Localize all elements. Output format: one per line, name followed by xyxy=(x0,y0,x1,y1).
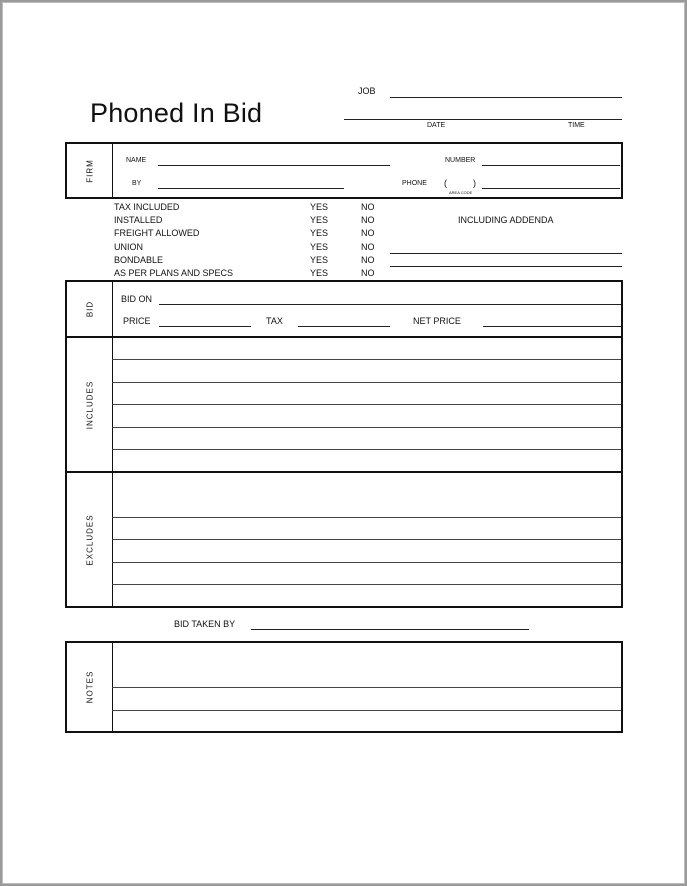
checklist-item: BONDABLE xyxy=(114,255,164,265)
job-label: JOB xyxy=(358,86,376,96)
phone-field[interactable] xyxy=(482,188,620,189)
yes-option[interactable]: YES xyxy=(310,268,329,278)
addenda-field-2[interactable] xyxy=(390,266,622,267)
date-time-field[interactable] xyxy=(344,119,622,120)
no-option[interactable]: NO xyxy=(361,242,375,252)
includes-line[interactable] xyxy=(112,427,621,428)
number-field[interactable] xyxy=(482,165,620,166)
includes-section xyxy=(65,336,623,473)
area-code-label: AREA CODE xyxy=(449,190,473,195)
excludes-line[interactable] xyxy=(112,539,621,540)
excludes-label-cell xyxy=(67,473,113,606)
bid-label-cell xyxy=(67,282,113,336)
date-label: DATE xyxy=(427,122,446,129)
checklist-item: UNION xyxy=(114,242,143,252)
excludes-section xyxy=(65,471,623,608)
bid-label: BID xyxy=(85,300,94,318)
price-field[interactable] xyxy=(159,326,251,327)
price-label: PRICE xyxy=(123,316,151,326)
bid-on-label: BID ON xyxy=(121,294,153,304)
no-option[interactable]: NO xyxy=(361,268,375,278)
no-option[interactable]: NO xyxy=(361,228,375,238)
excludes-label: EXCLUDES xyxy=(85,513,94,566)
includes-line[interactable] xyxy=(112,382,621,383)
excludes-line[interactable] xyxy=(112,517,621,518)
checklist-item: AS PER PLANS AND SPECS xyxy=(114,268,234,278)
bid-taken-by-field[interactable] xyxy=(251,629,529,630)
notes-line[interactable] xyxy=(112,687,621,688)
no-option[interactable]: NO xyxy=(361,215,375,225)
phone-open-paren: ( xyxy=(444,178,447,188)
includes-label: INCLUDES xyxy=(85,380,94,429)
tax-label: TAX xyxy=(266,316,283,326)
no-option[interactable]: NO xyxy=(361,255,375,265)
net-price-label: NET PRICE xyxy=(413,316,461,326)
name-label: NAME xyxy=(126,157,147,164)
by-field[interactable] xyxy=(158,188,344,189)
phone-label: PHONE xyxy=(402,180,427,187)
notes-label: NOTES xyxy=(85,670,94,704)
time-label: TIME xyxy=(568,122,585,129)
checklist-item: TAX INCLUDED xyxy=(114,202,180,212)
name-field[interactable] xyxy=(158,165,390,166)
number-label: NUMBER xyxy=(445,157,476,164)
yes-option[interactable]: YES xyxy=(310,215,329,225)
excludes-line[interactable] xyxy=(112,584,621,585)
includes-line[interactable] xyxy=(112,404,621,405)
checklist-item: FREIGHT ALLOWED xyxy=(114,228,200,238)
net-price-field[interactable] xyxy=(483,326,621,327)
firm-section xyxy=(65,142,623,199)
no-option[interactable]: NO xyxy=(361,202,375,212)
yes-option[interactable]: YES xyxy=(310,202,329,212)
tax-field[interactable] xyxy=(298,326,390,327)
firm-label: FIRM xyxy=(85,158,94,183)
phone-close-paren: ) xyxy=(473,178,476,188)
yes-option[interactable]: YES xyxy=(310,228,329,238)
notes-label-cell xyxy=(67,643,113,731)
excludes-line[interactable] xyxy=(112,562,621,563)
form-page xyxy=(2,2,685,884)
includes-line[interactable] xyxy=(112,449,621,450)
includes-label-cell xyxy=(67,338,113,471)
notes-line[interactable] xyxy=(112,710,621,711)
job-field[interactable] xyxy=(390,97,622,98)
notes-section xyxy=(65,641,623,733)
bid-section xyxy=(65,280,623,338)
firm-label-cell xyxy=(67,144,113,197)
by-label: BY xyxy=(132,180,142,187)
yes-option[interactable]: YES xyxy=(310,255,329,265)
including-addenda-label: INCLUDING ADDENDA xyxy=(458,215,554,225)
yes-option[interactable]: YES xyxy=(310,242,329,252)
addenda-field-1[interactable] xyxy=(390,253,622,254)
page-title: Phoned In Bid xyxy=(90,98,263,128)
bid-taken-by-label: BID TAKEN BY xyxy=(174,619,236,629)
bid-on-field[interactable] xyxy=(159,304,621,305)
checklist-item: INSTALLED xyxy=(114,215,163,225)
includes-line[interactable] xyxy=(112,359,621,360)
